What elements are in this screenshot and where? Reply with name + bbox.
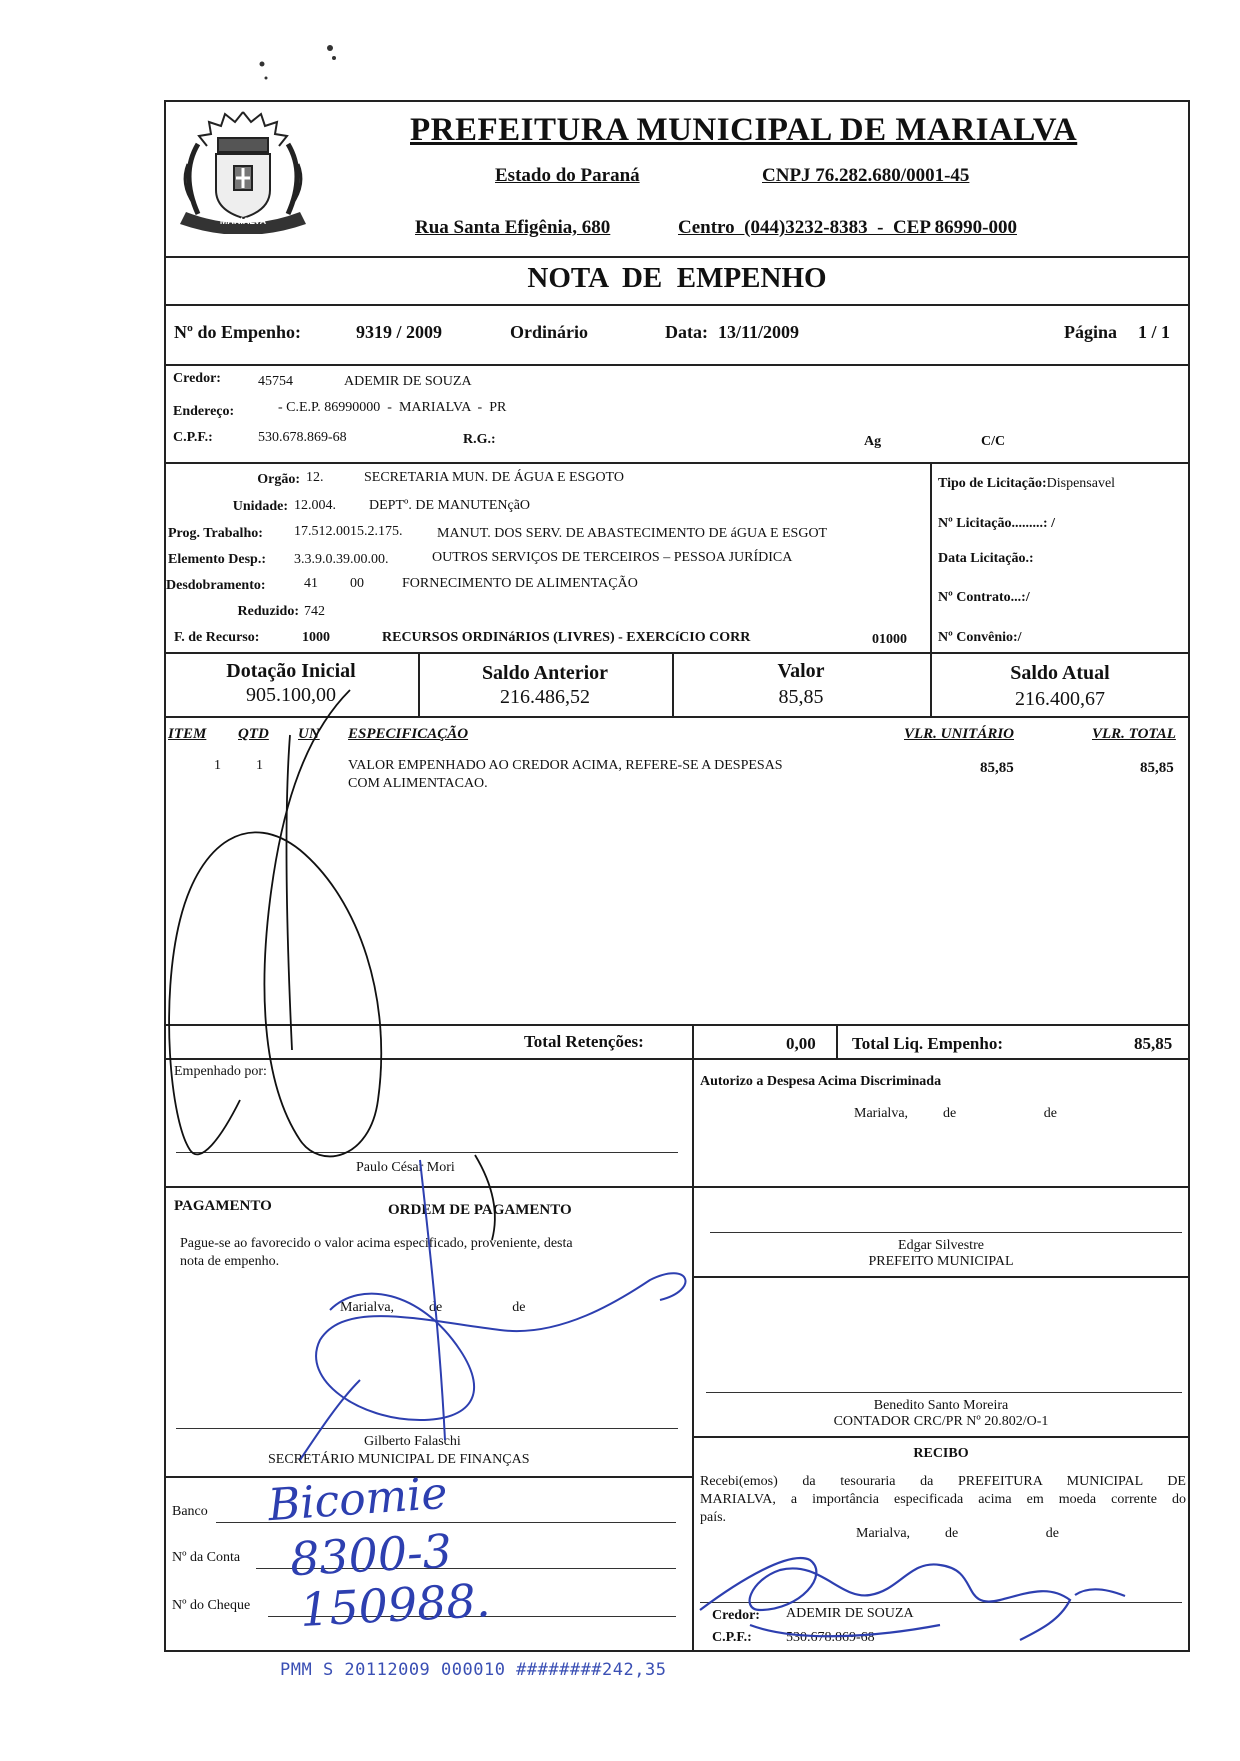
address-label: Centro (044)3232-8383 - CEP 86990-000	[678, 217, 1017, 238]
orgao-label: Orgão:	[257, 472, 300, 487]
col-item: ITEM	[168, 726, 207, 742]
saldo-atual-label: Saldo Atual	[1010, 662, 1110, 684]
empenho-date: 13/11/2009	[718, 322, 800, 342]
page-title: PREFEITURA MUNICIPAL DE MARIALVA	[410, 112, 1078, 148]
cpf-value: 530.678.869-68	[258, 430, 347, 445]
elemento-label: Elemento Desp.:	[168, 552, 266, 567]
banco-handwritten: Bicomie	[266, 1467, 449, 1532]
credor-code: 45754	[258, 374, 293, 389]
recurso-code2: 01000	[872, 632, 907, 647]
prefeito-title: PREFEITO MUNICIPAL	[868, 1254, 1014, 1269]
coat-of-arms-icon	[168, 104, 318, 234]
tipo-licitacao-label: Tipo de Licitação:	[938, 476, 1047, 491]
svg-text:MARIALVA: MARIALVA	[219, 216, 267, 226]
item-number: 1	[214, 758, 221, 773]
valor-value: 85,85	[778, 686, 824, 708]
rg-label: R.G.:	[463, 432, 496, 447]
desdobramento-code2: 00	[350, 576, 364, 591]
unidade-desc: DEPTº. DE MANUTENçãO	[369, 498, 531, 513]
item-spec-line2: COM ALIMENTACAO.	[348, 776, 488, 791]
recibo-text-line1: Recebi(emos) da tesouraria da PREFEITURA MUNICIPAL DE	[700, 1474, 1186, 1489]
scan-specks	[260, 45, 337, 80]
orgao-desc: SECRETARIA MUN. DE ÁGUA E ESGOTO	[364, 470, 624, 485]
recibo-credor-label: Credor:	[712, 1608, 760, 1623]
col-un: UN	[298, 726, 320, 742]
recibo-cpf-value: 530.678.869-68	[786, 1630, 875, 1645]
cc-label: C/C	[981, 434, 1006, 449]
prog-desc: MANUT. DOS SERV. DE ABASTECIMENTO DE áGUA E ESGOT	[437, 526, 828, 541]
ag-label: Ag	[864, 434, 882, 449]
ordem-pagamento-title: ORDEM DE PAGAMENTO	[388, 1202, 572, 1218]
elemento-code: 3.3.9.0.39.00.00.	[294, 552, 389, 567]
endereco-value: - C.E.P. 86990000 - MARIALVA - PR	[278, 400, 507, 415]
saldo-anterior-label: Saldo Anterior	[481, 662, 609, 684]
document-title: NOTA DE EMPENHO	[527, 262, 827, 294]
street-label: Rua Santa Efigênia, 680	[415, 217, 611, 238]
banco-label: Banco	[172, 1504, 208, 1519]
footer-stamp: PMM S 20112009 000010 ########242,35	[280, 1660, 667, 1680]
autorizo-label: Autorizo a Despesa Acima Discriminada	[700, 1074, 942, 1089]
unidade-code: 12.004.	[294, 498, 336, 513]
desdobramento-desc: FORNECIMENTO DE ALIMENTAÇÃO	[402, 576, 638, 591]
empenho-type: Ordinário	[510, 322, 589, 342]
col-vlr-total: VLR. TOTAL	[1092, 726, 1176, 742]
contador-title: CONTADOR CRC/PR Nº 20.802/O-1	[833, 1414, 1049, 1429]
dotacao-value: 905.100,00	[246, 684, 336, 706]
prog-code: 17.512.0015.2.175.	[294, 524, 403, 539]
contador-name: Benedito Santo Moreira	[873, 1398, 1009, 1413]
recurso-code: 1000	[302, 630, 330, 645]
col-especificacao: ESPECIFICAÇÃO	[348, 726, 469, 742]
state-label: Estado do Paraná	[495, 165, 640, 186]
recibo-cpf-label: C.P.F.:	[712, 1630, 752, 1645]
desdobramento-code1: 41	[304, 576, 318, 591]
saldo-anterior-value: 216.486,52	[500, 686, 590, 708]
recibo-text-line3: país.	[700, 1510, 727, 1525]
cheque-label: Nº do Cheque	[172, 1598, 251, 1613]
page-number: 1 / 1	[1138, 322, 1171, 342]
reduzido-label: Reduzido:	[237, 604, 299, 619]
liquido-value: 85,85	[1134, 1034, 1173, 1053]
page-label: Página	[1064, 322, 1118, 342]
unidade-label: Unidade:	[232, 499, 288, 514]
orgao-code: 12.	[306, 470, 324, 485]
retencoes-value: 0,00	[786, 1034, 816, 1053]
credor-label: Credor:	[173, 371, 221, 386]
reduzido-value: 742	[304, 604, 325, 619]
conta-label: Nº da Conta	[172, 1550, 241, 1565]
recibo-date: Marialva, de de	[856, 1526, 1059, 1541]
cheque-handwritten: 150988.	[298, 1573, 492, 1637]
credor-name: ADEMIR DE SOUZA	[344, 374, 472, 389]
liquido-label: Total Liq. Empenho:	[852, 1034, 1003, 1053]
pagamento-text-line2: nota de empenho.	[180, 1254, 280, 1269]
cnpj-label: CNPJ 76.282.680/0001-45	[762, 165, 970, 186]
prog-label: Prog. Trabalho:	[168, 526, 263, 541]
empenhado-label: Empenhado por:	[174, 1064, 267, 1079]
conta-handwritten: 8300-3	[288, 1523, 454, 1587]
saldo-atual-value: 216.400,67	[1015, 688, 1105, 710]
numero-convenio: Nº Convênio:/	[938, 630, 1022, 645]
empenhado-name: Paulo César Mori	[356, 1160, 455, 1175]
item-total-value: 85,85	[1140, 760, 1174, 776]
empenho-number-label: Nº do Empenho:	[174, 322, 301, 342]
valor-label: Valor	[777, 660, 825, 682]
item-unit-value: 85,85	[980, 760, 1014, 776]
pagamento-text-line1: Pague-se ao favorecido o valor acima especificado, proveniente, desta	[180, 1236, 573, 1251]
secretario-title: SECRETÁRIO MUNICIPAL DE FINANÇAS	[268, 1452, 530, 1467]
col-qtd: QTD	[238, 726, 269, 742]
autorizo-date: Marialva, de de	[854, 1106, 1057, 1121]
pagamento-title: PAGAMENTO	[174, 1198, 272, 1214]
empenho-number: 9319 / 2009	[356, 322, 443, 342]
pagamento-date: Marialva, de de	[340, 1300, 526, 1315]
endereco-label: Endereço:	[173, 404, 235, 419]
numero-contrato: Nº Contrato...:/	[938, 590, 1030, 605]
item-qtd: 1	[256, 758, 263, 773]
recibo-text-line2: MARIALVA, a importância especificada acima em moeda corrente do	[700, 1492, 1186, 1507]
elemento-desc: OUTROS SERVIÇOS DE TERCEIROS – PESSOA JURÍDICA	[432, 550, 793, 565]
desdobramento-label: Desdobramento:	[166, 578, 266, 593]
date-label: Data:	[665, 322, 708, 342]
recibo-credor-name: ADEMIR DE SOUZA	[786, 1606, 914, 1621]
retencoes-label: Total Retenções:	[524, 1032, 644, 1051]
numero-licitacao: Nº Licitação.........: /	[938, 516, 1055, 531]
recurso-label: F. de Recurso:	[174, 630, 260, 645]
prefeito-name: Edgar Silvestre	[898, 1238, 984, 1253]
cpf-label: C.P.F.:	[173, 430, 213, 445]
tipo-licitacao-value: Dispensavel	[1046, 476, 1116, 491]
data-licitacao: Data Licitação.:	[938, 551, 1034, 566]
recurso-desc: RECURSOS ORDINáRIOS (LIVRES) - EXERCíCIO CORR	[382, 630, 751, 645]
dotacao-label: Dotação Inicial	[226, 660, 356, 682]
recibo-title: RECIBO	[913, 1446, 969, 1461]
secretario-name: Gilberto Falaschi	[364, 1434, 461, 1449]
item-spec-line1: VALOR EMPENHADO AO CREDOR ACIMA, REFERE-SE A DESPESAS	[348, 758, 783, 773]
tipo-licitacao	[938, 476, 1115, 492]
col-vlr-unitario: VLR. UNITÁRIO	[904, 726, 1015, 742]
